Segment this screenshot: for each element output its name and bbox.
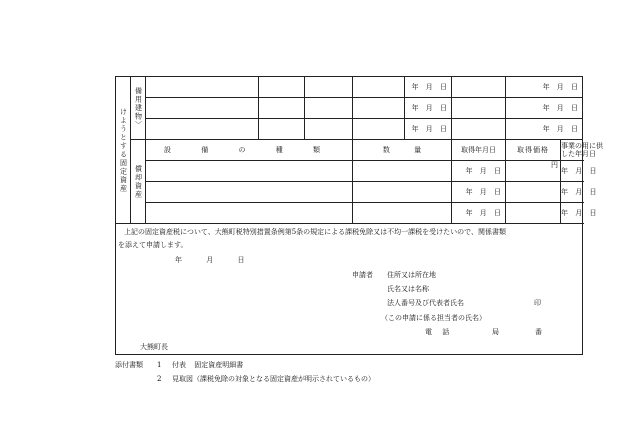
phone-area-mark: 局: [492, 328, 499, 336]
acquisition-date-cell: 年 月 日: [405, 77, 452, 98]
cell: [259, 119, 305, 140]
acquisition-date-cell: 年 月 日: [452, 161, 506, 182]
table-row: [116, 98, 583, 119]
name-label: 氏名又は名称: [387, 285, 429, 293]
cell: [353, 98, 405, 119]
table-row: [116, 77, 583, 98]
cell: [146, 98, 259, 119]
cell: [146, 77, 259, 98]
cell: [506, 182, 561, 203]
section-b-label: 償却資産: [131, 140, 146, 224]
business-use-date-cell: 年 月 日: [506, 77, 583, 98]
cell: [452, 119, 506, 140]
seal-mark: 印: [534, 299, 541, 307]
cell: [305, 119, 353, 140]
header-equipment-type: 設 備 の 種 類: [146, 140, 353, 161]
header-quantity: 数 量: [353, 140, 452, 161]
statement-line-1: 上記の固定資産税について、大熊町税特別措置条例第5条の規定による課税免除又は不均一課税を受けたいので、関係書類: [124, 228, 507, 236]
cell: [353, 161, 452, 182]
price-unit-cell: 円: [506, 161, 561, 182]
attachments-label: 添付書類: [115, 361, 143, 369]
acquisition-date-cell: 年 月 日: [452, 203, 506, 224]
address-label: 住所又は所在地: [387, 271, 436, 279]
cell: [353, 182, 452, 203]
statement-line-2: を添えて申請します。: [118, 241, 188, 249]
header-business-use-line1: 事業の用に供: [561, 142, 603, 150]
table-row: [116, 119, 583, 140]
application-date: 年 月 日: [175, 256, 245, 264]
cell: [146, 161, 353, 182]
business-use-date-cell: 年 月 日: [506, 98, 583, 119]
header-acquisition-price: 取得価格: [506, 140, 561, 161]
phone-number-mark: 番: [535, 328, 542, 336]
applicant-label: 申請者: [352, 271, 373, 279]
business-use-date-cell: 年 月 日: [506, 119, 583, 140]
cell: [259, 98, 305, 119]
cell: [353, 119, 405, 140]
cell: [452, 77, 506, 98]
acquisition-date-cell: 年 月 日: [405, 119, 452, 140]
addressee: 大熊町長: [140, 343, 168, 351]
attachment-number: 1: [157, 361, 162, 369]
cell: [146, 182, 353, 203]
cell: [305, 77, 353, 98]
section-a-label: 備用建物〉: [131, 77, 146, 140]
cell: [259, 77, 305, 98]
cell: [353, 77, 405, 98]
cell: [146, 119, 259, 140]
table-row: [116, 182, 583, 203]
phone-label: 電 話: [425, 328, 450, 336]
outer-section-label: けようとする固定資産: [116, 77, 131, 224]
attachment-item: 付表 固定資産明細書: [172, 361, 244, 369]
cell: [305, 98, 353, 119]
header-business-use-date: [561, 140, 603, 161]
business-use-date-cell: 年 月 日: [561, 203, 583, 224]
header-business-use-line2: した年月日: [561, 150, 596, 158]
header-acquisition-date: 取得年月日: [452, 140, 506, 161]
acquisition-date-cell: 年 月 日: [405, 98, 452, 119]
attachment-item: 見取図（課税免除の対象となる固定資産が明示されているもの）: [172, 375, 375, 383]
table-header-row: [116, 140, 583, 161]
business-use-date-cell: 年 月 日: [561, 161, 583, 182]
table-row: [116, 161, 583, 182]
attachment-number: 2: [157, 375, 162, 383]
representative-label: 法人番号及び代表者氏名: [387, 299, 464, 307]
fixed-asset-table: [115, 76, 603, 224]
cell: [452, 98, 506, 119]
acquisition-date-cell: 年 月 日: [452, 182, 506, 203]
contact-person-label: （この申請に係る担当者の氏名）: [381, 314, 486, 322]
business-use-date-cell: 年 月 日: [561, 182, 583, 203]
